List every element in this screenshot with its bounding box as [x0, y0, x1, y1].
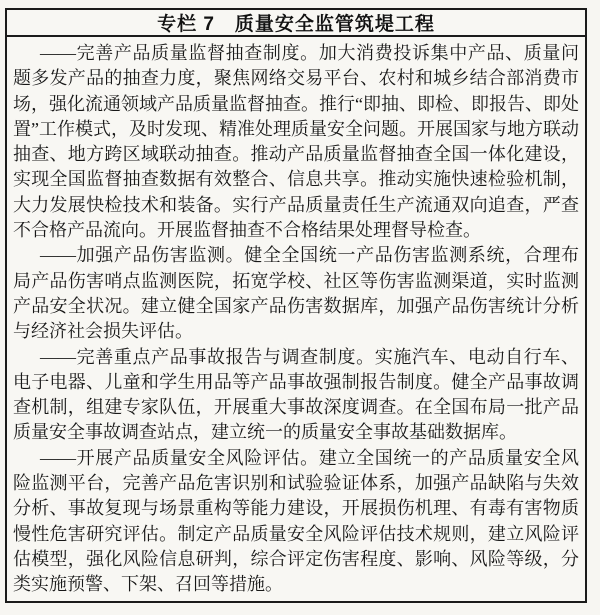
- column-title: 专栏 7 质量安全监管筑堤工程: [157, 14, 435, 35]
- column-body: [7, 37, 585, 598]
- paragraph-supervision-sampling: ——完善产品质量监督抽查制度。加大消费投诉集中产品、质量问题多发产品的抽查力度，聚焦网络交易平台、农村和城乡结合部消费市场，强化流通领域产品质量监督抽查。推行“即抽、即检、即报告、即处置”工作模式，及时发现、精准处理质量安全问题。开展国家与地方联动抽查、地方跨区域联动抽查。推动产品质量监督抽查全国一体化建设，实现全国监督抽查数据有效整合、信息共享。推动实施快速检验机制，大力发展快检技术和装备。实行产品质量责任生产流通双向追查，严查不合格产品流向。开展监督抽查不合格结果处理督导检查。: [13, 43, 579, 241]
- paragraph-risk-assessment: ——开展产品质量安全风险评估。建立全国统一的产品质量安全风险监测平台，完善产品危害识别和试验验证体系，加强产品缺陷与失效分析、事故复现与场景重构等能力建设，开展损伤机理、有毒有害物质慢性危害研究评估。制定产品质量安全风险评估技术规则，建立风险评估模型，强化风险信息研判，综合评定伤害程度、影响、风险等级，分类实施预警、下架、召回等措施。: [13, 447, 579, 595]
- paragraph-accident-reporting: ——完善重点产品事故报告与调查制度。实施汽车、电动自行车、电子电器、儿童和学生用品等产品事故强制报告制度。健全产品事故调查机制，组建专家队伍，开展重大事故深度调查。在全国布局一批产品质量安全事故调查站点，建立统一的质量安全事故基础数据库。: [13, 346, 579, 443]
- paragraph-injury-monitoring: ——加强产品伤害监测。健全全国统一产品伤害监测系统，合理布局产品伤害哨点监测医院，拓宽学校、社区等伤害监测渠道，实时监测产品安全状况。建立健全国家产品伤害数据库，加强产品伤害统计分析与经济社会损失评估。: [13, 245, 579, 342]
- column-title-bar: [7, 10, 585, 37]
- column-box: [5, 8, 587, 603]
